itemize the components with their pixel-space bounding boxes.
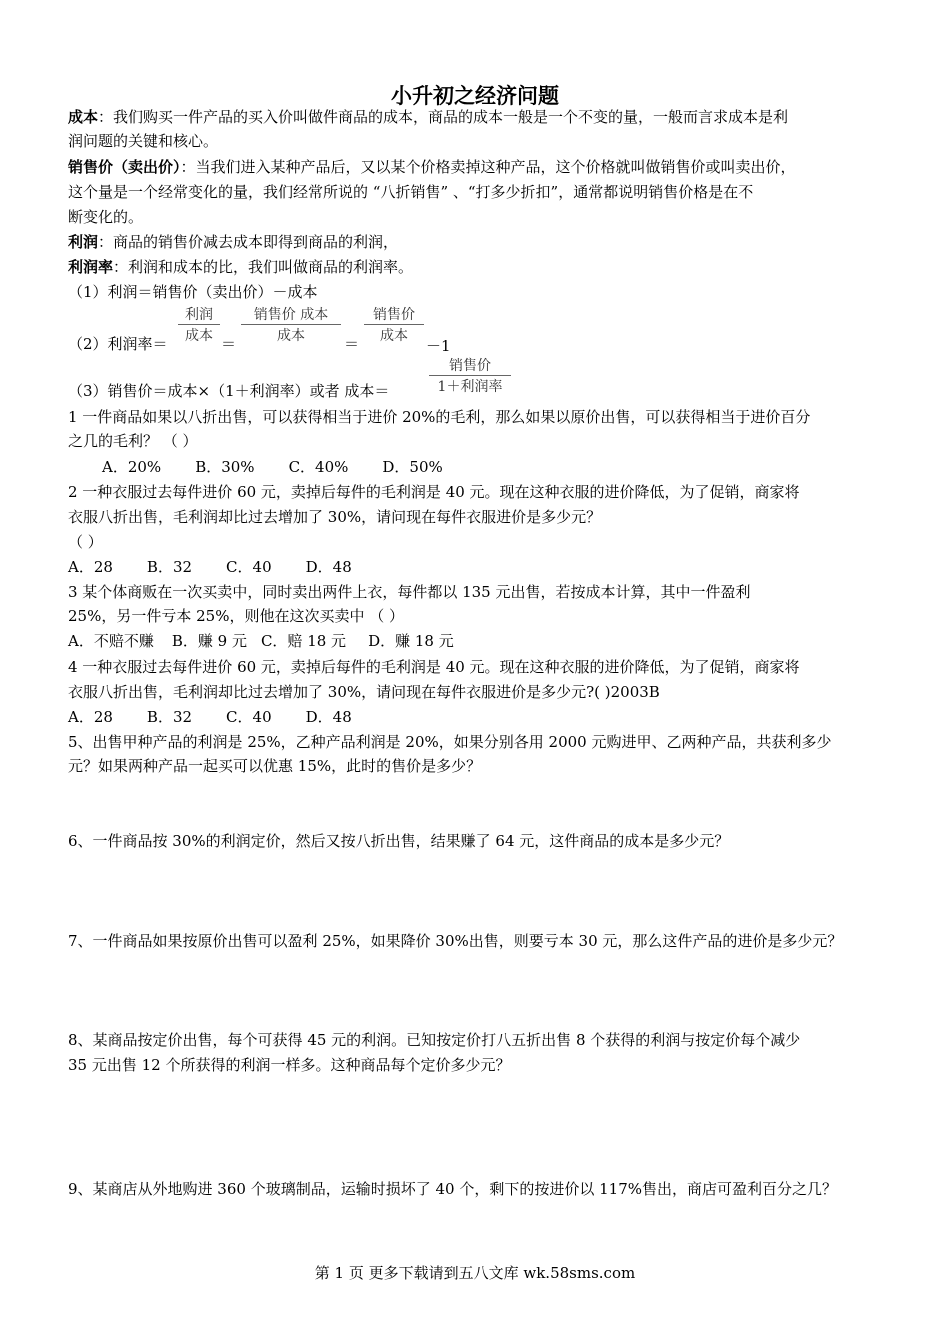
- question-5-line1: 5、出售甲种产品的利润是 25%，乙种产品利润是 20%，如果分别各用 2000 元购进甲、乙两种产品，共获利多少: [68, 733, 832, 751]
- term-rate: 利润率: [68, 258, 114, 276]
- question-2-options: [68, 556, 898, 578]
- fraction-price-over-cost: [364, 304, 424, 345]
- fraction-numerator: 利润: [185, 307, 213, 323]
- formula-1: （1）利润＝销售价（卖出价）－成本: [68, 283, 318, 301]
- question-9: 9、某商店从外地购进 360 个玻璃制品，运输时损坏了 40 个，剩下的按进价以 117%售出，商店可盈利百分之几？: [68, 1180, 837, 1198]
- def-cost-text: ：我们购买一件产品的买入价叫做件商品的成本，商品的成本一般是一个不变的量，一般而言求成本是利: [98, 108, 789, 126]
- option-d: D．48: [305, 558, 352, 576]
- def-rate-text: ：利润和成本的比，我们叫做商品的利润率。: [113, 258, 414, 276]
- fraction-numerator: 销售价 成本: [253, 307, 329, 323]
- fraction-price-minus-cost: [241, 304, 341, 345]
- formula-2-label: （2）利润率＝: [68, 335, 168, 353]
- def-price-line3: 断变化的。: [68, 208, 144, 226]
- option-c: C．40: [226, 558, 272, 576]
- question-4-options: [68, 706, 898, 728]
- question-1-line2: 之几的毛利？ （ ）: [68, 432, 198, 450]
- option-d: D．赚 18 元: [368, 632, 454, 650]
- def-price-line2: 这个量是一个经常变化的量，我们经常所说的 “八折销售” 、“打多少折扣”，通常都说明销售价格是在不: [68, 183, 754, 201]
- option-c: C．40%: [288, 458, 349, 476]
- question-4-line1: 4 一种衣服过去每件进价 60 元，卖掉后每件的毛利润是 40 元。现在这种衣服的进价降低，为了促销，商家将: [68, 658, 800, 676]
- option-a: A．20%: [102, 458, 162, 476]
- term-cost: 成本: [68, 108, 99, 126]
- def-price-line1: [68, 156, 898, 178]
- def-cost-line1: [68, 106, 898, 128]
- question-2-line1: 2 一种衣服过去每件进价 60 元，卖掉后每件的毛利润是 40 元。现在这种衣服的进价降低，为了促销，商家将: [68, 483, 800, 501]
- fraction-denominator: 成本: [380, 328, 408, 344]
- page-footer: 第 1 页 更多下载请到五八文库 wk.58sms.com: [314, 1264, 636, 1282]
- question-4-line2: 衣服八折出售，毛利润却比过去增加了 30%，请问现在每件衣服进价是多少元?( )2003B: [68, 683, 660, 701]
- def-rate: [68, 256, 898, 278]
- minus-one: －1: [426, 337, 451, 355]
- def-cost-line2: 润问题的关键和核心。: [68, 132, 219, 150]
- fraction-denominator: 成本: [185, 328, 213, 344]
- option-b: B．32: [146, 558, 193, 576]
- question-3-line2: 25%，另一件亏本 25%，则他在这次买卖中 （ ）: [68, 607, 404, 625]
- question-5-line2: 元？如果两种产品一起买可以优惠 15%，此时的售价是多少？: [68, 757, 482, 775]
- term-profit: 利润: [68, 233, 99, 251]
- def-profit: [68, 231, 898, 253]
- option-a: A．不赔不赚: [68, 632, 154, 650]
- option-b: B．32: [146, 708, 193, 726]
- fraction-denominator: 成本: [277, 328, 305, 344]
- formula-3: （3）销售价＝成本×（1＋利润率）或者 成本＝: [68, 382, 390, 400]
- fraction-profit-over-cost: [178, 304, 220, 345]
- question-8-line2: 35 元出售 12 个所获得的利润一样多。这种商品每个定价多少元？: [68, 1056, 511, 1074]
- def-price-text: ：当我们进入某种产品后，又以某个价格卖掉这种产品，这个价格就叫做销售价或叫卖出价，: [180, 158, 796, 176]
- equals-sign: ＝: [221, 335, 237, 353]
- question-2-line3: （ ）: [68, 533, 103, 551]
- term-price: 销售价（卖出价）: [68, 158, 181, 176]
- page-title: 小升初之经济问题: [391, 83, 559, 108]
- question-1-options: [102, 456, 932, 478]
- option-c: C．40: [226, 708, 272, 726]
- option-a: A．28: [68, 708, 113, 726]
- question-6: 6、一件商品按 30%的利润定价，然后又按八折出售，结果赚了 64 元，这件商品的成本是多少元？: [68, 832, 730, 850]
- question-1-line1: 1 一件商品如果以八折出售，可以获得相当于进价 20%的毛利，那么如果以原价出售，可以获得相当于进价百分: [68, 408, 811, 426]
- def-profit-text: ：商品的销售价减去成本即得到商品的利润，: [98, 233, 399, 251]
- equals-sign: ＝: [344, 335, 360, 353]
- option-c: C．赔 18 元: [260, 632, 347, 650]
- question-2-line2: 衣服八折出售，毛利润却比过去增加了 30%，请问现在每件衣服进价是多少元？: [68, 508, 602, 526]
- fraction-price-over-one-plus-rate: [429, 355, 511, 396]
- fraction-denominator: 1＋利润率: [437, 379, 503, 395]
- question-3-line1: 3 某个体商贩在一次买卖中，同时卖出两件上衣，每件都以 135 元出售，若按成本计算，其中一件盈利: [68, 583, 751, 601]
- fraction-numerator: 销售价: [449, 358, 491, 374]
- option-b: B．30%: [195, 458, 255, 476]
- option-a: A．28: [68, 558, 113, 576]
- question-8-line1: 8、某商品按定价出售，每个可获得 45 元的利润。已知按定价打八五折出售 8 个获得的利润与按定价每个减少: [68, 1031, 801, 1049]
- question-7: 7、一件商品如果按原价出售可以盈利 25%，如果降价 30%出售，则要亏本 30 元，那么这件产品的进价是多少元？: [68, 932, 843, 950]
- question-3-options: [68, 630, 898, 652]
- fraction-numerator: 销售价: [373, 307, 415, 323]
- option-d: D．48: [305, 708, 352, 726]
- option-d: D．50%: [382, 458, 443, 476]
- option-b: B．赚 9 元: [171, 632, 247, 650]
